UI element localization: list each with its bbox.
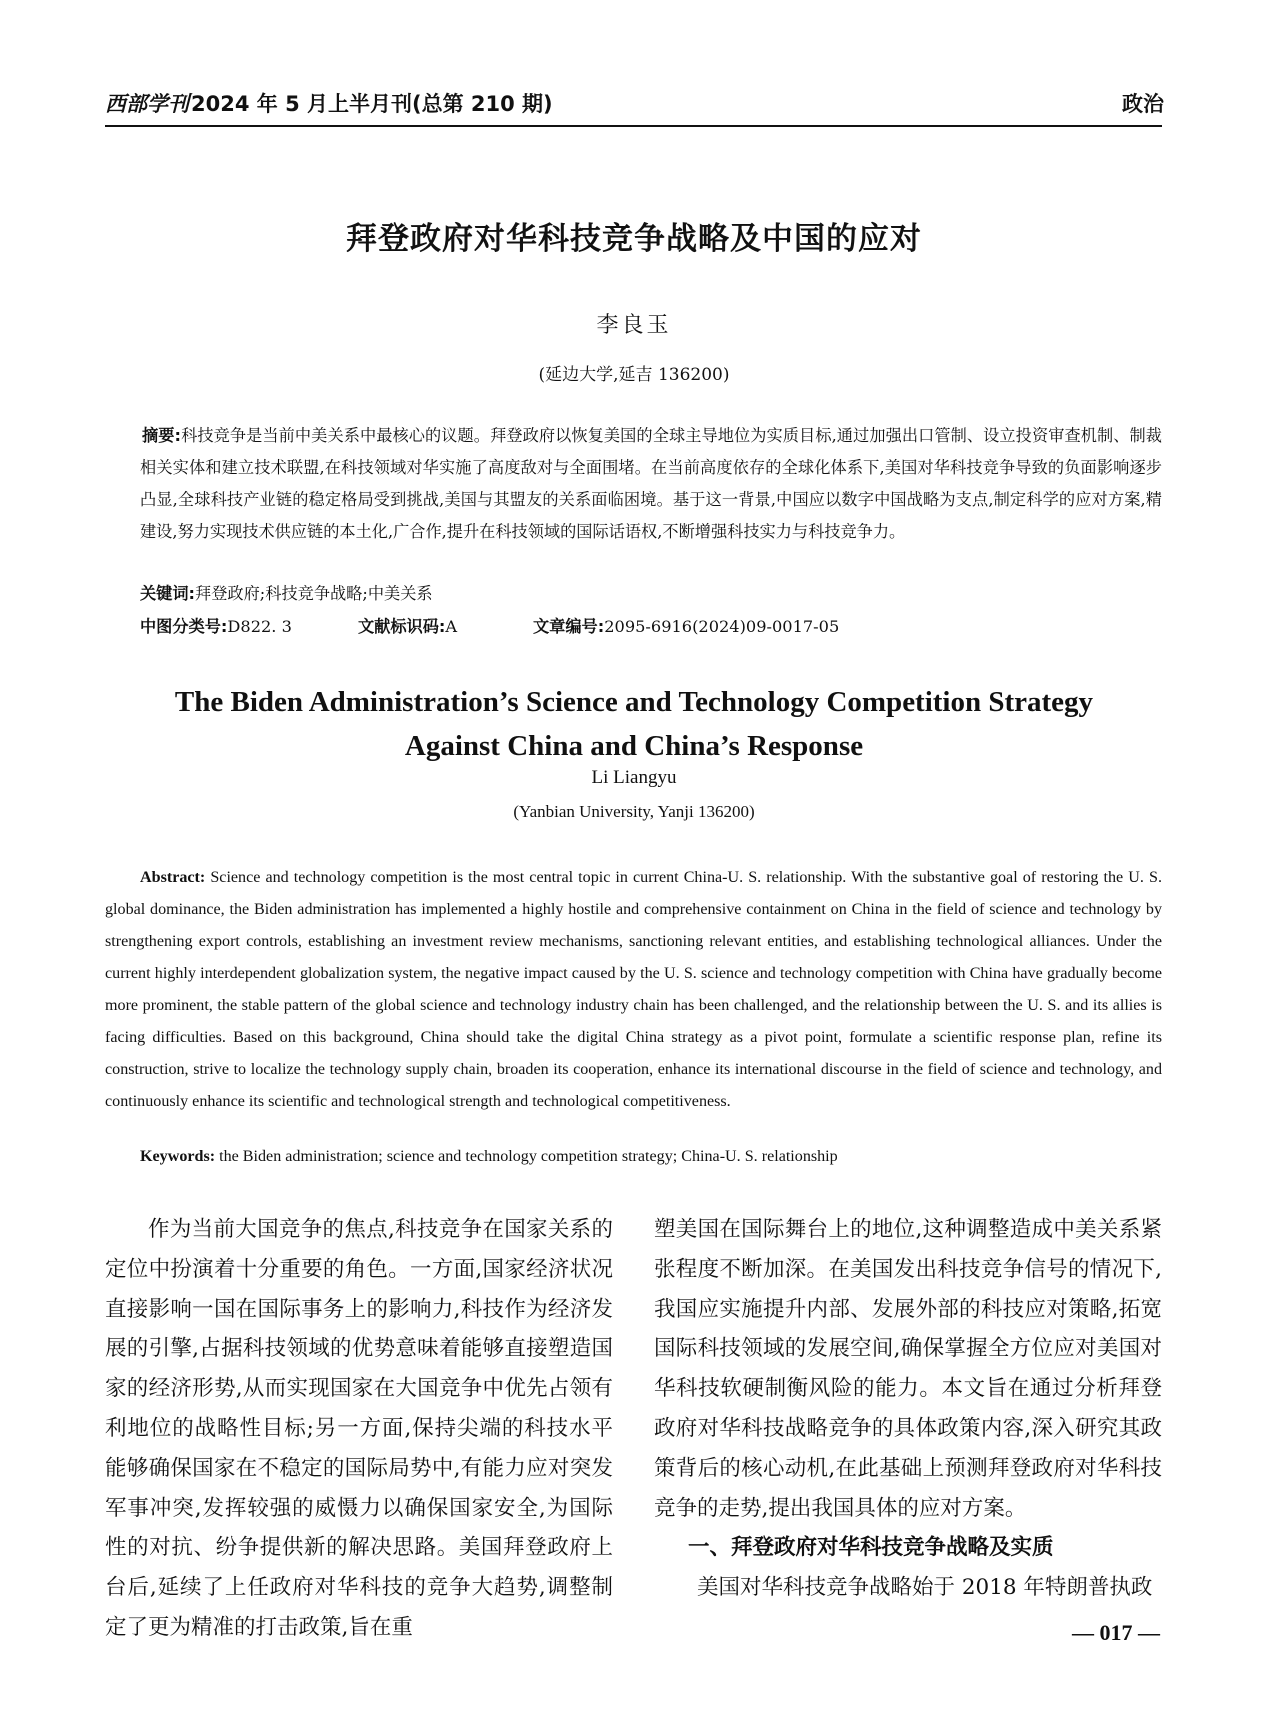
clc-value: D822. 3 — [227, 617, 292, 636]
body-right-paragraph: 塑美国在国际舞台上的地位,这种调整造成中美关系紧张程度不断加深。在美国发出科技竞争信号的情况下,我国应实施提升内部、发展外部的科技应对策略,拓宽国际科技领域的发展空间,确保掌握全方位应对美国对华科技软硬制衡风险的能力。本文旨在通过分析拜登政府对华科技战略竞争的具体政策内容,深入研究其政策背后的核心动机,在此基础上预测拜登政府对华科技竞争的走势,提出我国具体的应对方案。 — [654, 1217, 1162, 1521]
abstract-cn — [140, 420, 1162, 548]
affiliation-en: (Yanbian University, Yanji 136200) — [513, 802, 755, 821]
abstract-en-text: Science and technology competition is the most central topic in current China-U. S. relationship. With the substantive goal of restoring the U. S. global dominance, the Biden administration has implemented a highly hostile and comprehensive containment on China in the field of science and technology by strengthening export controls, establishing an investment review mechanisms, sanctioning relevant entities, and establishing technological alliances. Under the current highly interdependent globalization system, the negative impact caused by the U. S. science and technology competition with China have gradually become more prominent, the stable pattern of the global science and technology industry chain has been challenged, and the relationship between the U. S. and its allies is facing difficulties. Based on this background, China should take the digital China strategy as a pivot point, formulate a scientific response plan, refine its construction, strive to localize the technology supply chain, broaden its cooperation, enhance its international discourse in the field of science and technology, and continuously enhance its scientific and technological strength and technological competitiveness. — [105, 869, 1162, 1110]
header-rule — [105, 125, 1162, 127]
article-no-value: 2095-6916(2024)09-0017-05 — [604, 617, 840, 636]
article-no-label: 文章编号: — [533, 617, 605, 636]
issue-info: 2024 年 5 月上半月刊(总第 210 期) — [191, 92, 553, 116]
title-en-line-1: The Biden Administration’s Science and Technology Competition Strategy — [174, 686, 1094, 718]
page-number: — 017 — — [1072, 1620, 1160, 1645]
abstract-en-label: Abstract: — [140, 869, 206, 886]
article-meta-cn — [140, 613, 839, 637]
author-cn: 李良玉 — [596, 313, 672, 338]
body-right-last-line: 美国对华科技竞争战略始于 2018 年特朗普执政 — [697, 1575, 1153, 1601]
title-en-line-2: Against China and China’s Response — [404, 730, 864, 762]
journal-header — [105, 88, 553, 118]
abstract-en — [105, 862, 1162, 1118]
author-en: Li Liangyu — [591, 767, 677, 788]
article-title-cn: 拜登政府对华科技竞争战略及中国的应对 — [346, 221, 922, 257]
section-label: 政治 — [1122, 92, 1164, 116]
keywords-cn — [140, 580, 433, 604]
journal-logo: 西部学刊 — [105, 91, 189, 116]
keywords-cn-label: 关键词: — [140, 584, 196, 603]
abstract-cn-text: 科技竞争是当前中美关系中最核心的议题。拜登政府以恢复美国的全球主导地位为实质目标,通过加强出口管制、设立投资审查机制、制裁相关实体和建立技术联盟,在科技领域对华实施了高度敌对与全面围堵。在当前高度依存的全球化体系下,美国对华科技竞争导致的负面影响逐步凸显,全球科技产业链的稳定格局受到挑战,美国与其盟友的关系面临困境。基于这一背景,中国应以数字中国战略为支点,制定科学的应对方案,精建设,努力实现技术供应链的本土化,广合作,提升在科技领域的国际话语权,不断增强科技实力与科技竞争力。 — [140, 426, 1162, 541]
body-right-column — [654, 1210, 1162, 1608]
doc-code-label: 文献标识码: — [358, 617, 446, 636]
keywords-cn-text: 拜登政府;科技竞争战略;中美关系 — [195, 584, 433, 603]
keywords-en-text: the Biden administration; science and technology competition strategy; China-U. S. relationship — [219, 1148, 838, 1165]
keywords-en — [140, 1148, 838, 1166]
body-left-column: 作为当前大国竞争的焦点,科技竞争在国家关系的定位中扮演着十分重要的角色。一方面,国家经济状况直接影响一国在国际事务上的影响力,科技作为经济发展的引擎,占据科技领域的优势意味着能够直接塑造国家的经济形势,从而实现国家在大国竞争中优先占领有利地位的战略性目标;另一方面,保持尖端的科技水平能够确保国家在不稳定的国际局势中,有能力应对突发军事冲突,发挥较强的威慑力以确保国家安全,为国际性的对抗、纷争提供新的解决思路。美国拜登政府上台后,延续了上任政府对华科技的竞争大趋势,调整制定了更为精准的打击政策,旨在重 — [105, 1217, 613, 1640]
abstract-cn-label: 摘要: — [142, 426, 181, 445]
clc-label: 中图分类号: — [140, 617, 228, 636]
doc-code-value: A — [445, 617, 458, 636]
keywords-en-label: Keywords: — [140, 1148, 216, 1165]
affiliation-cn: (延边大学,延吉 136200) — [538, 365, 730, 385]
article-title-en — [0, 680, 1268, 768]
section-heading: 一、拜登政府对华科技竞争战略及实质 — [688, 1535, 1054, 1561]
